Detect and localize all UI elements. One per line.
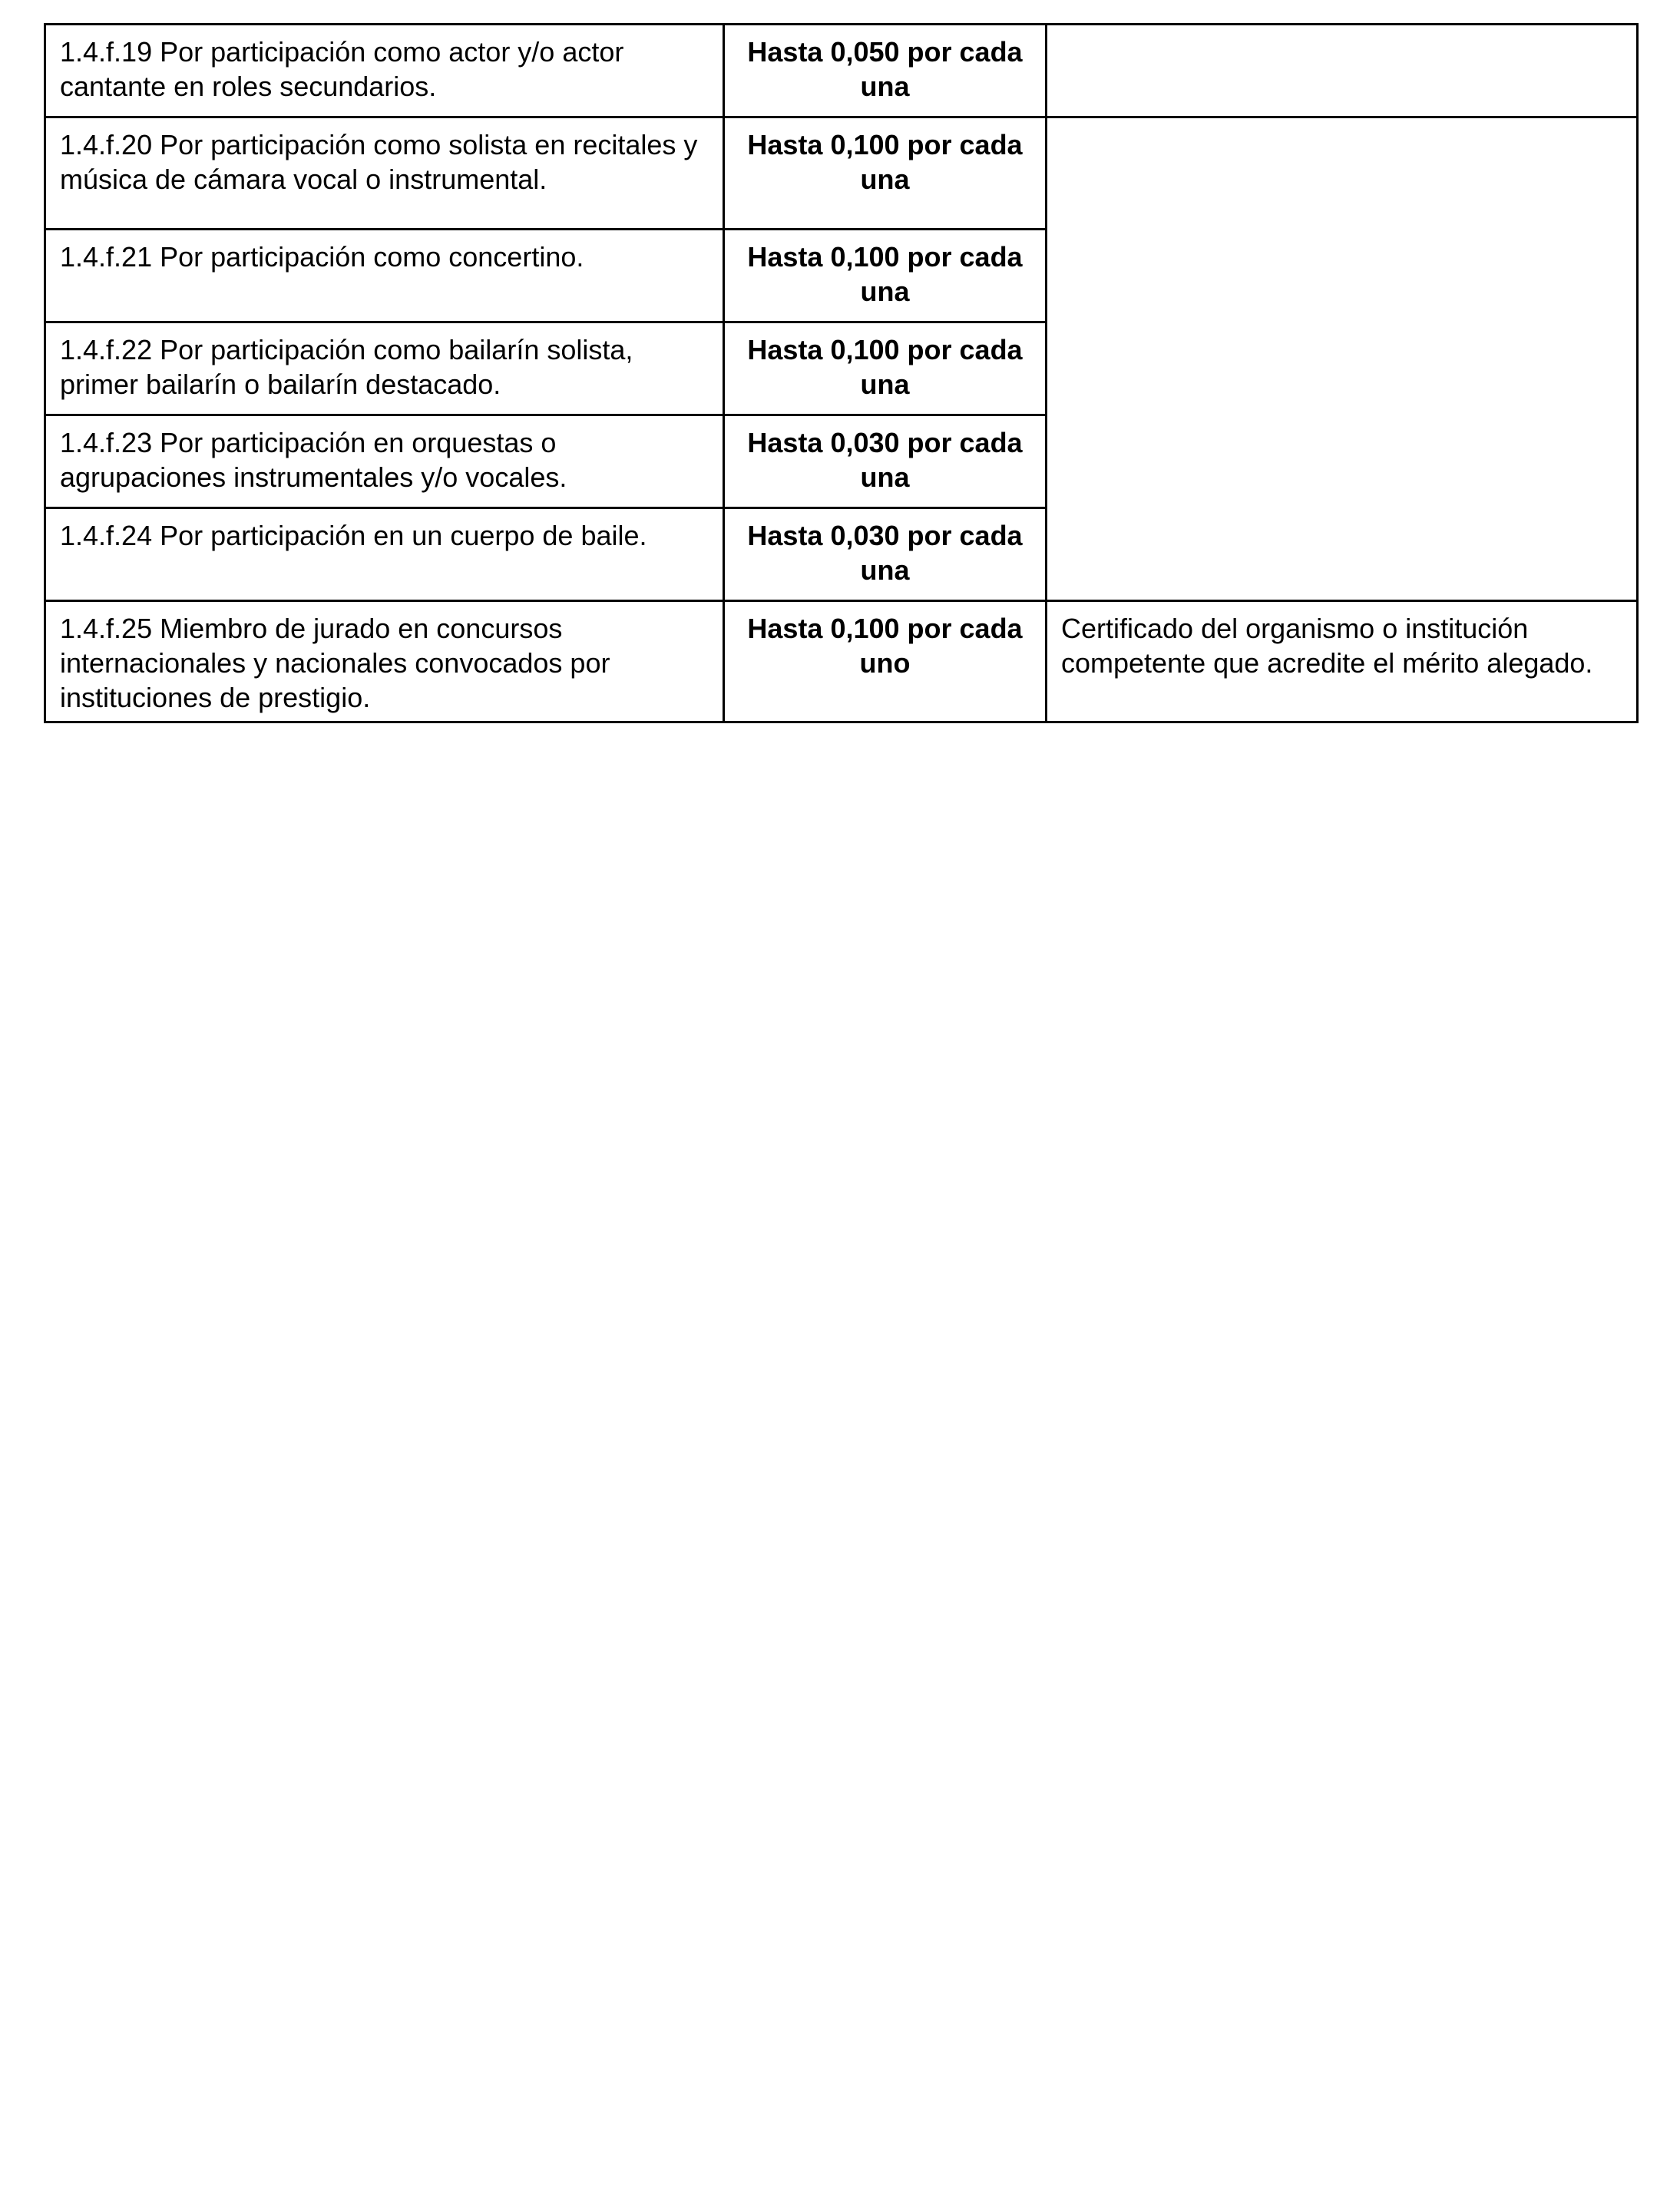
row-proof: Certificado del organismo o institución competente que acredite el mérito alegado.: [1047, 601, 1638, 722]
row-description: 1.4.f.21 Por participación como concertino.: [45, 230, 724, 322]
row-score: Hasta 0,100 por cada una: [724, 117, 1047, 230]
row-score: Hasta 0,050 por cada una: [724, 25, 1047, 117]
table-row: [45, 25, 1638, 117]
table-row: [45, 117, 1638, 230]
row-description: 1.4.f.22 Por participación como bailarín solista, primer bailarín o bailarín destacado.: [45, 322, 724, 415]
row-score: Hasta 0,100 por cada una: [724, 322, 1047, 415]
table-row: [45, 601, 1638, 722]
row-score: Hasta 0,030 por cada una: [724, 508, 1047, 601]
row-proof: [1047, 25, 1638, 117]
row-score: Hasta 0,100 por cada uno: [724, 601, 1047, 722]
row-description: 1.4.f.24 Por participación en un cuerpo de baile.: [45, 508, 724, 601]
row-description: 1.4.f.19 Por participación como actor y/o actor cantante en roles secundarios.: [45, 25, 724, 117]
row-description: 1.4.f.23 Por participación en orquestas o agrupaciones instrumentales y/o vocales.: [45, 415, 724, 508]
row-description: 1.4.f.25 Miembro de jurado en concursos internacionales y nacionales convocados por instituciones de prestigio.: [45, 601, 724, 722]
merged-proof-cell: [1047, 117, 1638, 601]
row-score: Hasta 0,030 por cada una: [724, 415, 1047, 508]
row-score: Hasta 0,100 por cada una: [724, 230, 1047, 322]
row-description: 1.4.f.20 Por participación como solista en recitales y música de cámara vocal o instrumental.: [45, 117, 724, 230]
merits-table: [44, 23, 1639, 723]
